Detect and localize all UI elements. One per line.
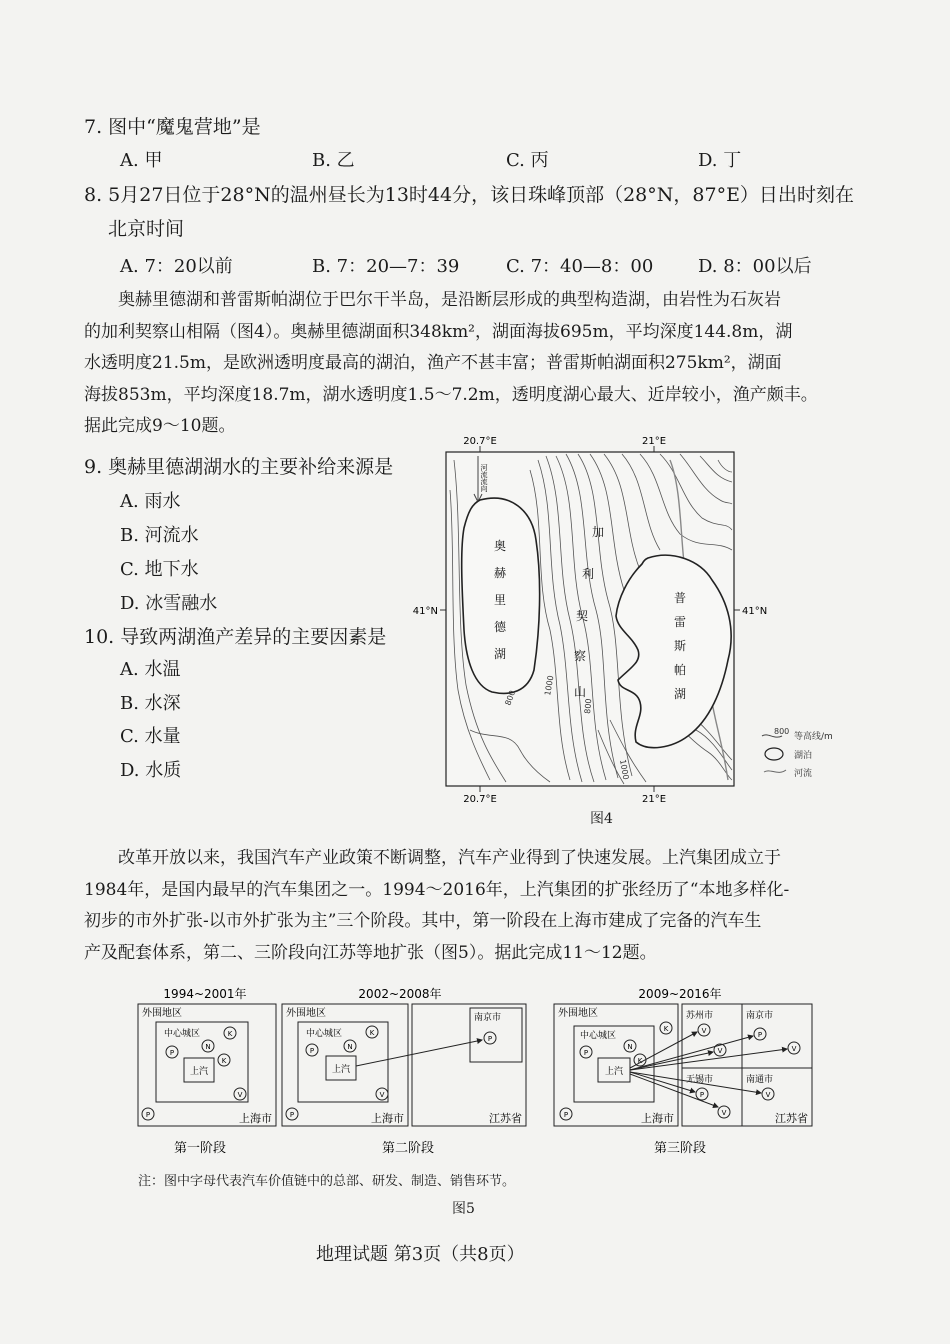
nanjing-letter-p: P bbox=[757, 1031, 763, 1039]
stage3-label: 第三阶段 bbox=[653, 1141, 707, 1156]
stage3-outer-box bbox=[554, 1004, 678, 1126]
stage2-outer-label: 外围地区 bbox=[286, 1008, 326, 1019]
contour-value: 1000 bbox=[543, 674, 556, 697]
q9-option-d: D. 冰雪融水 bbox=[120, 593, 218, 614]
stage2-letter-n: N bbox=[347, 1043, 353, 1051]
stage3-city: 上海市 bbox=[641, 1112, 674, 1125]
lakes-passage-line: 据此完成9～10题。 bbox=[84, 416, 236, 436]
fig5-note: 注：图中字母代表汽车价值链中的总部、研发、制造、销售环节。 bbox=[138, 1174, 516, 1189]
lake-prespa-char: 雷 bbox=[673, 615, 687, 629]
stage1-letter-n: N bbox=[205, 1043, 211, 1051]
lake-ohrid-char: 里 bbox=[493, 593, 507, 607]
q7-option-b: B. 乙 bbox=[312, 150, 355, 171]
lake-ohrid-char: 奥 bbox=[493, 539, 507, 553]
nanjing-letter-v: V bbox=[791, 1045, 797, 1053]
fig5-caption: 图5 bbox=[452, 1201, 475, 1217]
bottom-lon-right: 21°E bbox=[641, 794, 667, 805]
stage3-wuxi: 无锡市 bbox=[686, 1075, 714, 1085]
stage1-label: 第一阶段 bbox=[173, 1141, 227, 1156]
q7-option-c: C. 丙 bbox=[506, 150, 549, 171]
wuxi-letter-v: V bbox=[721, 1109, 727, 1117]
stage1-center-label: 中心城区 bbox=[164, 1029, 201, 1039]
stage2-center-label: 中心城区 bbox=[306, 1029, 343, 1039]
contour-value: 800 bbox=[503, 689, 518, 707]
q7-option-d: D. 丁 bbox=[698, 150, 742, 171]
q9-option-c: C. 地下水 bbox=[120, 559, 199, 580]
mountain-char: 山 bbox=[573, 685, 587, 699]
auto-passage-line: 产及配套体系，第二、三阶段向江苏等地扩张（图5）。据此完成11～12题。 bbox=[84, 942, 657, 963]
lake-prespa-char: 斯 bbox=[673, 639, 687, 653]
q10-option-c: C. 水量 bbox=[120, 726, 181, 747]
stage2-letter-v: V bbox=[379, 1091, 385, 1099]
mountain-char: 利 bbox=[581, 567, 595, 581]
stage2-core-label: 上汽 bbox=[331, 1065, 351, 1075]
mountain-char: 契 bbox=[575, 609, 589, 623]
stage2-panel bbox=[282, 986, 526, 1156]
lat-left: 41°N bbox=[412, 606, 438, 617]
mountain-char: 察 bbox=[573, 649, 587, 663]
lakes-passage-line: 水透明度21.5m，是欧洲透明度最高的湖泊，渔产不甚丰富；普雷斯帕湖面积275km²，湖面 bbox=[84, 353, 782, 373]
auto-passage-line: 1984年，是国内最早的汽车集团之一。1994～2016年，上汽集团的扩张经历了“本地多样化- bbox=[84, 879, 790, 900]
lake-ohrid-char: 湖 bbox=[493, 647, 507, 661]
legend-lake: 湖泊 bbox=[794, 751, 813, 761]
stage2-years: 2002~2008年 bbox=[358, 987, 442, 1001]
stage1-city: 上海市 bbox=[239, 1112, 272, 1125]
stage1-letter-p2: P bbox=[145, 1111, 151, 1119]
q10-option-b: B. 水深 bbox=[120, 693, 181, 714]
lake-ohrid-char: 赫 bbox=[493, 566, 507, 580]
page-footer: 地理试题 第3页（共8页） bbox=[316, 1244, 525, 1265]
stage2-letter-p: P bbox=[309, 1047, 315, 1055]
q8-option-c: C. 7：40—8：00 bbox=[506, 256, 654, 277]
stage3-nantong: 南通市 bbox=[746, 1075, 774, 1085]
stage3-center-label: 中心城区 bbox=[580, 1031, 617, 1041]
stage3-suzhou: 苏州市 bbox=[686, 1011, 714, 1021]
stage2-nanjing-letter-p: P bbox=[487, 1035, 493, 1043]
fig4-caption: 图4 bbox=[590, 811, 613, 827]
lakes-passage-line: 的加利契察山相隔（图4）。奥赫里德湖面积348km²，湖面海拔695m，平均深度144.8m，湖 bbox=[84, 321, 793, 342]
stage3-years: 2009~2016年 bbox=[638, 987, 722, 1001]
stage1-years: 1994~2001年 bbox=[163, 987, 247, 1001]
auto-passage bbox=[84, 843, 864, 969]
q10-option-a: A. 水温 bbox=[120, 659, 181, 680]
q8-stem-line2: 北京时间 bbox=[108, 218, 185, 240]
stage1-letter-k2: K bbox=[221, 1057, 227, 1065]
fig4-legend bbox=[762, 727, 833, 779]
stage1-letter-v: V bbox=[237, 1091, 243, 1099]
contour-value: 1000 bbox=[618, 758, 631, 781]
stage2-letter-k: K bbox=[369, 1029, 375, 1037]
stage3-core-label: 上汽 bbox=[604, 1067, 624, 1077]
stage1-outer-label: 外围地区 bbox=[142, 1008, 182, 1019]
stage3-letter-k2: K bbox=[637, 1057, 643, 1065]
auto-passage-line: 初步的市外扩张-以市外扩张为主”三个阶段。其中，第一阶段在上海市建成了完备的汽车生 bbox=[84, 911, 762, 931]
q10-option-d: D. 水质 bbox=[120, 760, 182, 781]
suzhou-letter-v: V bbox=[701, 1027, 707, 1035]
figure-5-diagram bbox=[130, 982, 820, 1162]
stage3-outer-label: 外围地区 bbox=[558, 1008, 598, 1019]
stage2-province: 江苏省 bbox=[489, 1112, 522, 1125]
q9-option-b: B. 河流水 bbox=[120, 525, 199, 546]
stage3-letter-p: P bbox=[583, 1049, 589, 1057]
lat-right: 41°N bbox=[742, 606, 768, 617]
legend-contour: 等高线/m bbox=[794, 732, 833, 742]
lake-ohrid-char: 德 bbox=[493, 620, 507, 634]
stage3-letter-k: K bbox=[663, 1025, 669, 1033]
q10-stem: 10. 导致两湖渔产差异的主要因素是 bbox=[84, 626, 387, 648]
stage3-panel bbox=[554, 986, 812, 1156]
q9-stem: 9. 奥赫里德湖湖水的主要补给来源是 bbox=[84, 456, 394, 478]
suzhou-letter-v2: V bbox=[717, 1047, 723, 1055]
lakes-passage-line: 奥赫里德湖和普雷斯帕湖位于巴尔干半岛，是沿断层形成的典型构造湖，由岩性为石灰岩 bbox=[118, 290, 781, 310]
q8-option-d: D. 8：00以后 bbox=[698, 256, 812, 277]
stage3-letter-p2: P bbox=[563, 1111, 569, 1119]
stage2-label: 第二阶段 bbox=[381, 1141, 435, 1156]
legend-river: 河流 bbox=[794, 769, 813, 779]
stage2-letter-p2: P bbox=[289, 1111, 295, 1119]
legend-contour-value: 800 bbox=[774, 727, 790, 736]
stage1-letter-p: P bbox=[169, 1049, 175, 1057]
top-lon-right: 21°E bbox=[641, 436, 667, 447]
lake-prespa-char: 帕 bbox=[673, 663, 687, 677]
stage2-jiangsu-box bbox=[412, 1004, 526, 1126]
q7-stem: 7. 图中“魔鬼营地”是 bbox=[84, 116, 261, 138]
lakes-passage bbox=[84, 285, 864, 443]
lakes-passage-line: 海拔853m，平均深度18.7m，湖水透明度1.5～7.2m，透明度湖心最大、近岸较小，渔产颇丰。 bbox=[84, 384, 818, 405]
lake-prespa-char: 湖 bbox=[673, 687, 687, 701]
q8-option-a: A. 7：20以前 bbox=[120, 256, 233, 277]
stage3-letter-n: N bbox=[627, 1043, 633, 1051]
stage3-jiangsu-box bbox=[682, 1004, 812, 1126]
stage1-panel bbox=[138, 986, 276, 1156]
top-lon-left: 20.7°E bbox=[463, 436, 497, 447]
auto-passage-line: 改革开放以来，我国汽车产业政策不断调整，汽车产业得到了快速发展。上汽集团成立于 bbox=[118, 848, 781, 868]
stage3-province: 江苏省 bbox=[775, 1112, 808, 1125]
contour-value: 800 bbox=[583, 698, 594, 715]
figure-4-map bbox=[410, 430, 850, 805]
q8-stem-line1: 8. 5月27日位于28°N的温州昼长为13时44分，该日珠峰顶部（28°N，87°E）日出时刻在 bbox=[84, 184, 854, 206]
stage2-nanjing: 南京市 bbox=[474, 1013, 502, 1023]
stage2-arrow bbox=[356, 1040, 482, 1066]
nantong-letter-v: V bbox=[765, 1091, 771, 1099]
bottom-lon-left: 20.7°E bbox=[463, 794, 497, 805]
mountain-char: 加 bbox=[591, 525, 605, 539]
q9-option-a: A. 雨水 bbox=[120, 491, 181, 512]
stage1-core-label: 上汽 bbox=[189, 1067, 209, 1077]
stage3-nanjing: 南京市 bbox=[746, 1011, 774, 1021]
q8-option-b: B. 7：20—7：39 bbox=[312, 256, 460, 277]
stage1-letter-k: K bbox=[227, 1030, 233, 1038]
flow-label: 河流流向 bbox=[480, 464, 488, 492]
q7-option-a: A. 甲 bbox=[120, 150, 163, 171]
wuxi-letter-p: P bbox=[699, 1091, 705, 1099]
lake-prespa-char: 普 bbox=[673, 591, 687, 605]
stage2-city: 上海市 bbox=[371, 1112, 404, 1125]
